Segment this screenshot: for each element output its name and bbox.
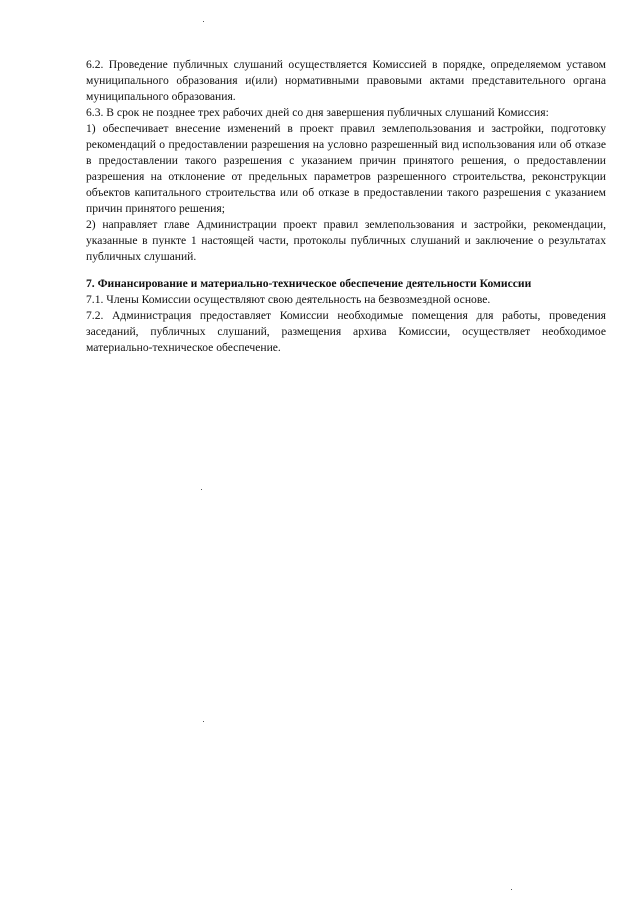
scan-speck — [511, 889, 512, 890]
document-page — [86, 57, 606, 356]
paragraph-7-1: 7.1. Члены Комиссии осуществляют свою деятельность на безвозмездной основе. — [86, 293, 491, 306]
paragraph-7-2: 7.2. Администрация предоставляет Комиссии необходимые помещения для работы, проведения заседаний, публичных слушаний, размещения архива Комиссии, осуществляет необходимое материально-техническое обеспечение. — [86, 309, 606, 354]
list-item-6-3-2: 2) направляет главе Администрации проект правил землепользования и застройки, рекомендации, указанные в пункте 1 настоящей части, протоколы публичных слушаний и заключение о результатах публичных слушаний. — [86, 218, 606, 263]
scan-speck — [203, 721, 204, 722]
list-item-6-3-1: 1) обеспечивает внесение изменений в проект правил землепользования и застройки, подготовку рекомендаций о предоставлении разрешения на условно разрешенный вид использования или об отказе в предоставлении такого разрешения с указанием причин принятого решения, о предоставлении разрешения на отклонение от предельных параметров разрешенного строительства, реконструкции объектов капитального строительства или об отказе в предоставлении такого разрешения с указанием причин принятого решения; — [86, 122, 606, 215]
paragraph-6-2: 6.2. Проведение публичных слушаний осуществляется Комиссией в порядке, определяемом уставом муниципального образования и(или) нормативными правовыми актами представительного органа муниципального образования. — [86, 58, 606, 103]
scan-speck — [201, 489, 202, 490]
scan-speck — [203, 21, 204, 22]
section-7-heading: 7. Финансирование и материально-техническое обеспечение деятельности Комиссии — [86, 277, 532, 290]
paragraph-6-3: 6.3. В срок не позднее трех рабочих дней со дня завершения публичных слушаний Комиссия: — [86, 106, 549, 119]
